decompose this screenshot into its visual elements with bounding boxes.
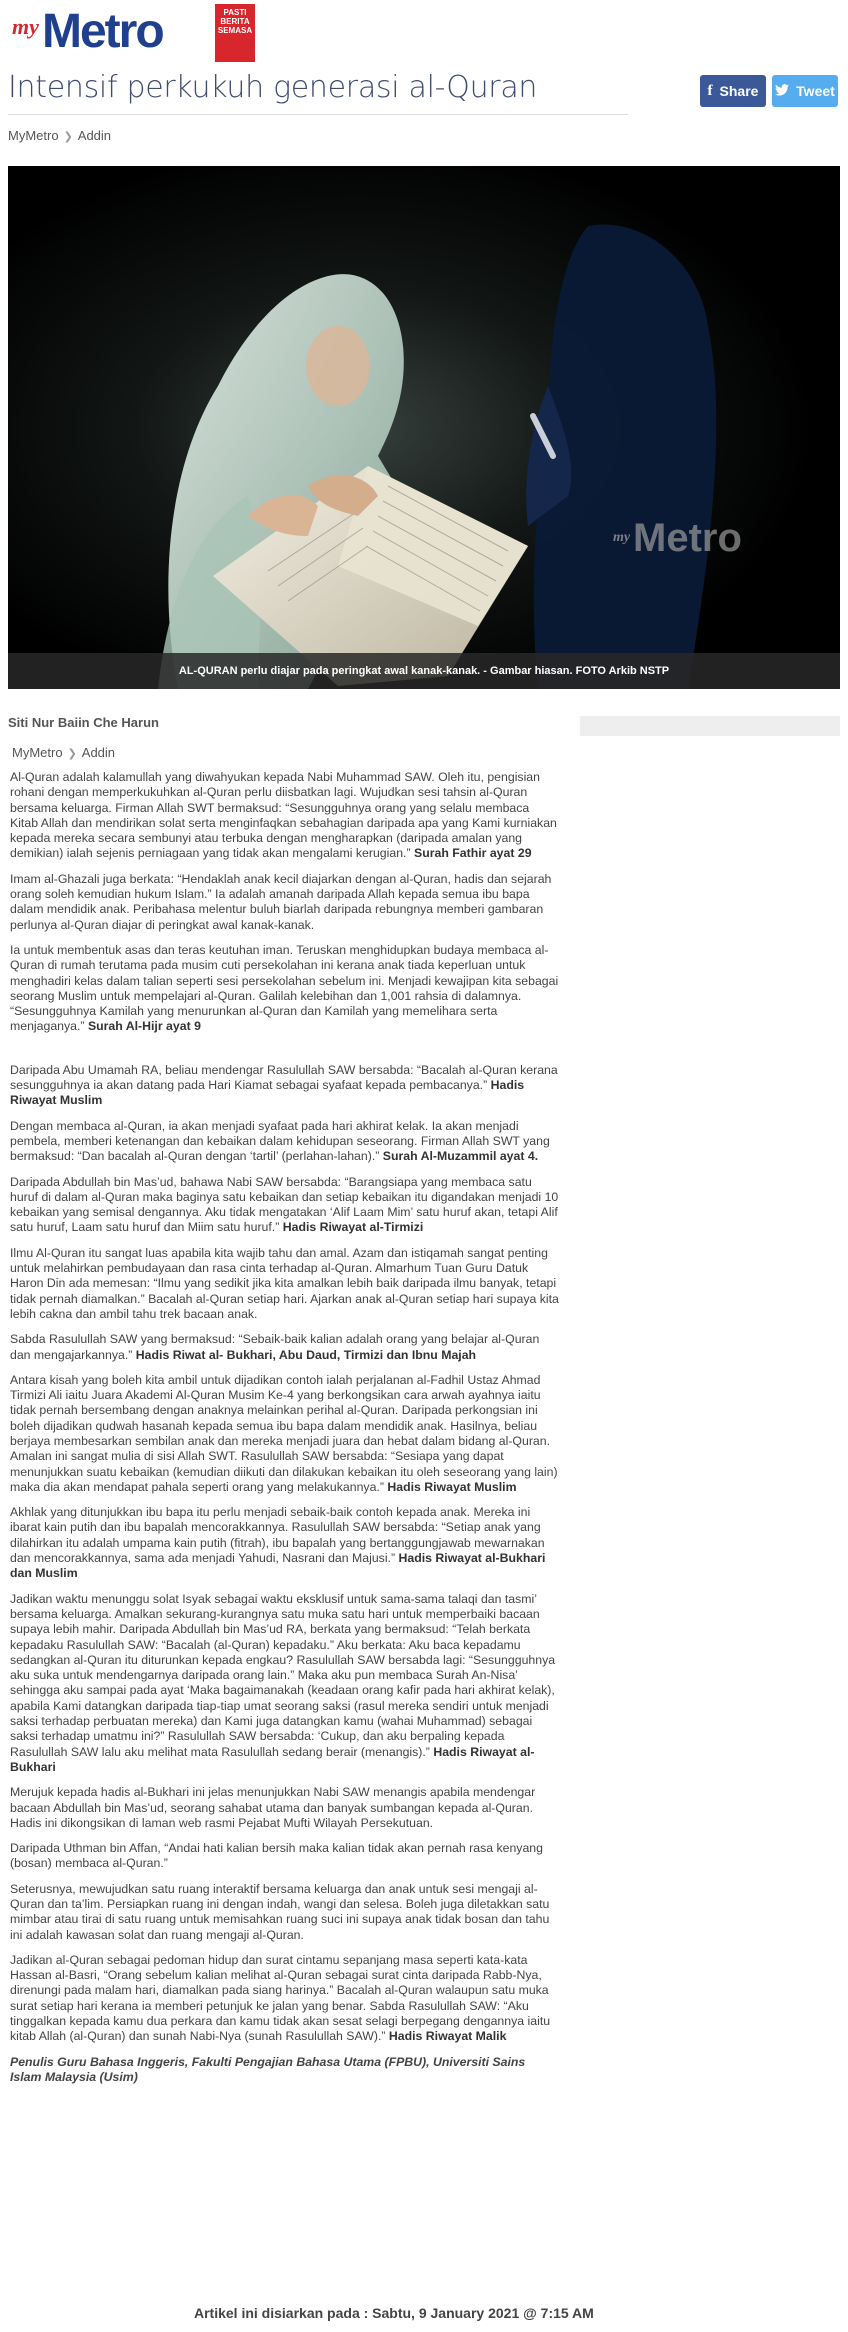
article-paragraph: Jadikan al-Quran sebagai pedoman hidup dan surat cintamu sepanjang masa seperti kata-kata Hassan al-Basri, “Orang sebelum kalian melihat al-Quran sebagai surat cinta daripada Rabb-Nya, direnungi pada malam hari, diamalkan pada siang harinya.” Bacalah al-Quran walaupun satu muka surat setiap hari kerana ia memberi petunjuk ke jalan yang benar. Sabda Rasulullah SAW: “Aku tinggalkan kepada kamu dua perkara dan kamu tidak akan sesat selagi berpegang dengannya iaitu kitab Allah (al-Quran) dan sunah Nabi-Nya (sunah Rasulullah SAW).” Hadis Riwayat Malik [10, 1952, 551, 2044]
facebook-icon: f [707, 82, 713, 99]
breadcrumb-addin[interactable]: Addin [77, 128, 112, 143]
article-paragraph: Daripada Abdullah bin Mas’ud, bahawa Nabi SAW bersabda: “Barangsiapa yang membaca satu huruf di dalam al-Quran maka baginya satu kebaikan dan setiap kebaikan itu digandakan menjadi 10 kebaikan yang semisal dengannya. Aku tidak mengatakan ‘Alif Laam Mim’ satu huruf akan, tetapi Alif satu huruf, Laam satu huruf dan Miim satu huruf.” Hadis Riwayat al-Tirmizi [10, 1174, 559, 1235]
hero-photo [8, 166, 840, 689]
svg-text:my: my [613, 530, 631, 545]
twitter-icon [775, 83, 789, 99]
article-paragraph: Akhlak yang ditunjukkan ibu bapa itu perlu menjadi sebaik-baik contoh kepada anak. Mereka ini ibarat kain putih dan ibu bapalah mencorakkannya. Rasulullah SAW bersabda: “Setiap anak yang dilahirkan itu adalah umpama kain putih (fitrah), ibu bapalah yang bertanggungjawab mewarnakan dan mencorakkannya, sama ada menjadi Yahudi, Nasrani dan Majusi.” Hadis Riwayat al-Bukhari dan Muslim [10, 1505, 546, 1581]
article-author[interactable]: Siti Nur Baiin Che Harun [8, 715, 159, 730]
twitter-tweet-label: Tweet [796, 83, 835, 99]
breadcrumb-mymetro[interactable]: MyMetro [8, 128, 59, 143]
author-note: Penulis Guru Bahasa Inggeris, Fakulti Pengajian Bahasa Utama (FPBU), Universiti Sains Islam Malaysia (Usim) [10, 2054, 526, 2084]
article-paragraph: Daripada Abu Umamah RA, beliau mendengar Rasulullah SAW bersabda: “Bacalah al-Quran kerana sesungguhnya ia akan datang pada Hari Kiamat sebagai syafaat kepada pembacanya.” Hadis Riwayat Muslim [10, 1062, 558, 1108]
breadcrumb-addin[interactable]: Addin [81, 745, 116, 760]
metro-watermark [613, 516, 742, 560]
article-paragraph: Antara kisah yang boleh kita ambil untuk dijadikan contoh ialah perjalanan al-Fadhil Ustaz Ahmad Tirmizi Ali iaitu Juara Akademi Al-Quran Musim Ke-4 yang berkongsikan cara arwah ayahnya iaitu tidak pernah bersembang dengan anaknya melainkan perihal al-Quran. Daripada perkongsian ini boleh dijadikan qudwah hasanah kepada semua ibu bapa dalam mendidik anak. Hasilnya, beliau berjaya membesarkan sembilan anak dan mereka menjadi juara dan hebat dalam bidang al-Quran. Amalan ini sangat mulia di sisi Allah SWT. Rasulullah SAW bersabda: “Sesiapa yang dapat menunjukkan suatu kebaikan (kemudian diikuti dan dilakukan kebaikan itu oleh seseorang yang lain) maka dia akan mendapat pahala seperti orang yang melakukannya.” Hadis Riwayat Muslim [10, 1372, 558, 1494]
svg-text:Metro: Metro [633, 516, 742, 560]
article-paragraph: Ia untuk membentuk asas dan teras keutuhan iman. Teruskan menghidupkan budaya membaca al-Quran di rumah terutama pada musim cuti persekolahan ini kerana anak tiada keperluan untuk menghadiri kelas dalam talian seperti sesi persekolahan sebelum ini. Menjadi kewajipan kita sebagai seorang Muslim untuk mempelajari al-Quran. Galilah kelebihan dan 1,001 rahsia di dalamnya. “Sesungguhnya Kamilah yang menurunkan al-Quran dan Kamilah yang memelihara serta menjaganya.” Surah Al-Hijr ayat 9 [10, 942, 559, 1034]
sidebar-ad-placeholder [580, 716, 840, 736]
article-paragraph: Daripada Uthman bin Affan, “Andai hati kalian bersih maka kalian tidak akan pernah rasa kenyang (bosan) membaca al-Quran.” [10, 1841, 543, 1871]
title-divider [8, 114, 628, 115]
article-paragraph: Jadikan waktu menunggu solat Isyak sebagai waktu eksklusif untuk sama-sama talaqi dan tasmi’ bersama keluarga. Amalkan sekurang-kurangnya satu muka satu hari untuk memperbaiki bacaan supaya lebih mahir. Daripada Abdullah bin Mas’ud RA, berkata yang bermaksud: “Telah berkata kepadaku Rasulullah SAW: “Bacalah (al-Quran) kepadaku.” Aku berkata: Aku baca kepadamu sedangkan al-Quran itu diturunkan kepada engkau? Rasulullah SAW bersabda lagi: “Sesungguhnya aku suka untuk mendengarnya daripada orang lain.” Maka aku pun membaca Surah An-Nisa’ sehingga aku sampai pada ayat ‘Maka bagaimanakah (keadaan orang kafir pada hari akhirat kelak), apabila Kami datangkan daripada tiap-tiap umat seorang saksi (rasul mereka sendiri untuk menjadi saksi terhadap perbuatan mereka) dan Kami juga datangkan kamu (wahai Muhammad) sebagai saksi terhadap umatmu ini?” Rasulullah SAW bersabda: ‘Cukup, dan aku berpaling kepada Rasulullah SAW lalu aku melihat mata Rasulullah sedang berair (menangis).” Hadis Riwayat al-Bukhari [10, 1591, 556, 1774]
breadcrumb-mymetro[interactable]: MyMetro [12, 745, 63, 760]
breadcrumb-secondary [12, 745, 115, 760]
facebook-share-label: Share [719, 83, 759, 99]
article-paragraph: Sabda Rasulullah SAW yang bermaksud: “Sebaik-baik kalian adalah orang yang belajar al-Quran dan mengajarkannya.” Hadis Riwat al- Bukhari, Abu Daud, Tirmizi dan Ibnu Majah [10, 1332, 540, 1362]
logo-metro-text: Metro [42, 5, 163, 58]
article-paragraph: Seterusnya, mewujudkan satu ruang interaktif bersama keluarga dan anak untuk sesi mengaji al-Quran dan ta’lim. Persiapkan ruang ini dengan indah, wangi dan selesa. Boleh juga diletakkan satu mimbar atau tirai di satu ruang untuk memisahkan ruang suci ini supaya anak tidak bosan dan tahu ini adalah kawasan solat dan ruang mengaji al-Quran. [10, 1881, 550, 1942]
logo-flag: PASTI BERITA SEMASA [215, 4, 255, 62]
twitter-tweet-button[interactable] [772, 75, 838, 107]
chevron-right-icon: ❯ [63, 131, 73, 143]
logo-my-text: my [12, 14, 39, 39]
mymetro-logo[interactable] [10, 4, 255, 66]
article-body [10, 770, 560, 2095]
chevron-right-icon: ❯ [67, 748, 77, 760]
article-paragraph: Ilmu Al-Quran itu sangat luas apabila kita wajib tahu dan amal. Azam dan istiqamah sangat penting untuk melahirkan pembudayaan dan rasa cinta terhadap al-Quran. Almarhum Tuan Guru Datuk Haron Din ada memesan: “Ilmu yang sedikit jika kita amalkan lebih baik daripada ilmu banyak, tetapi tidak pernah diamalkan.” Bacalah al-Quran setiap hari. Ajarkan anak al-Quran setiap hari supaya kita lebih cakna dan ambil tahu trek bacaan anak. [10, 1245, 559, 1321]
article-paragraph: Dengan membaca al-Quran, ia akan menjadi syafaat pada hari akhirat kelak. Ia akan menjadi pembela, memberi ketenangan dan kebaikan dalam kehidupan seseorang. Firman Allah SWT yang bermaksud: “Dan bacalah al-Quran dengan ‘tartil’ (perlahan-lahan).” Surah Al-Muzammil ayat 4. [10, 1118, 550, 1164]
image-caption: AL-QURAN perlu diajar pada peringkat awal kanak-kanak. - Gambar hiasan. FOTO Arkib NSTP [8, 653, 840, 689]
article-paragraph: Imam al-Ghazali juga berkata: “Hendaklah anak kecil diajarkan dengan al-Quran, hadis dan sejarah orang soleh kemudian hukum Islam.” Ia adalah amanah daripada Allah kepada semua ibu bapa dalam mendidik anak. Peribahasa melentur buluh biarlah daripada rebungnya memberi gambaran perlunya al-Quran diajar di peringkat awal kanak-kanak. [10, 871, 552, 932]
article-paragraph: Merujuk kepada hadis al-Bukhari ini jelas menunjukkan Nabi SAW menangis apabila mendengar bacaan Abdullah bin Mas’ud, seorang sahabat utama dan banyak sumbangan kepada al-Quran. Hadis ini dikongsikan di laman web rasmi Pejabat Mufti Wilayah Persekutuan. [10, 1785, 536, 1830]
article-hero-image [8, 166, 840, 689]
facebook-share-button[interactable] [700, 75, 766, 107]
breadcrumb [8, 128, 111, 143]
published-date: Artikel ini disiarkan pada : Sabtu, 9 January 2021 @ 7:15 AM [194, 2305, 594, 2321]
article-paragraph: Al-Quran adalah kalamullah yang diwahyukan kepada Nabi Muhammad SAW. Oleh itu, pengisian rohani dengan memperkukuhkan al-Quran perlu diisbatkan lagi. Wujudkan sesi tahsin al-Quran bersama keluarga. Firman Allah SWT bermaksud: “Sesungguhnya orang yang selalu membaca Kitab Allah dan mendirikan solat serta menginfaqkan sebahagian daripada apa yang Kami kurniakan kepada mereka secara sembunyi atau terbuka dengan mengharapkan (daripada amalan yang demikian) ialah sejenis perniagaan yang tidak akan mengalami kerugian.” Surah Fathir ayat 29 [10, 770, 557, 861]
page-title: Intensif perkukuh generasi al-Quran [8, 70, 538, 105]
site-header [0, 0, 848, 70]
